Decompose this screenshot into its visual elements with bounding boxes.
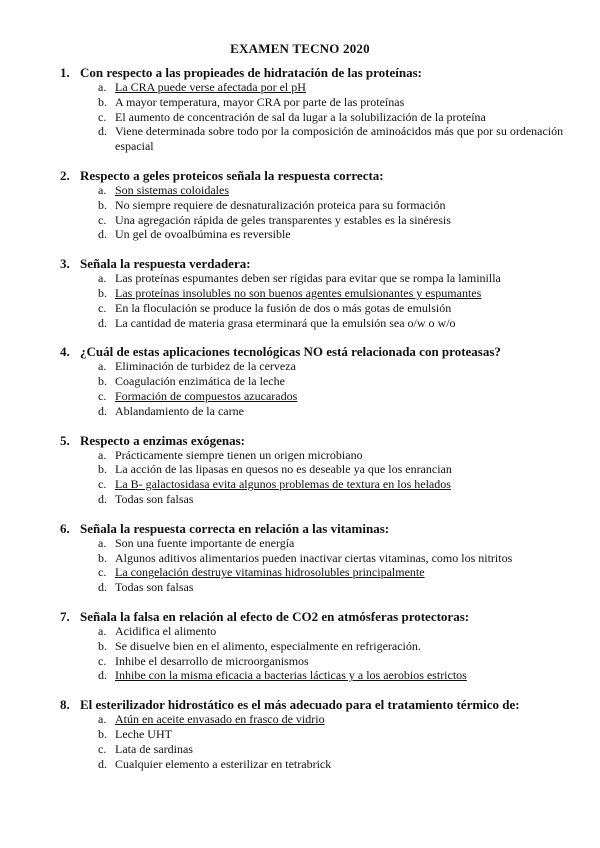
option-text: Se disuelve bien en el alimento, especialmente en refrigeración. — [115, 638, 421, 653]
question-heading — [0, 521, 600, 536]
question-heading — [0, 256, 600, 271]
question-text: Señala la falsa en relación al efecto de CO2 en atmósferas protectoras: — [80, 608, 470, 624]
option-text: Algunos aditivos alimentarios pueden inactivar ciertas vitaminas, como los nitritos — [115, 550, 513, 565]
option-letter: a. — [98, 271, 107, 286]
question-number: 7. — [60, 608, 70, 624]
option-text: El aumento de concentración de sal da lugar a la solubilización de la proteína — [115, 109, 486, 124]
option-letter: b. — [98, 462, 107, 477]
question-6 — [0, 521, 600, 595]
question-1 — [0, 65, 600, 154]
option-text: Las proteínas espumantes deben ser rígidas para evitar que se rompa la laminilla — [115, 271, 501, 286]
option-text-marked-answer: La CRA puede verse afectada por el pH — [115, 80, 306, 94]
question-heading — [0, 65, 600, 80]
option-item — [0, 580, 600, 595]
question-number: 8. — [60, 697, 70, 713]
question-text: El esterilizador hidrostático es el más adecuado para el tratamiento térmico de: — [80, 697, 520, 713]
option-letter: d. — [98, 668, 107, 683]
option-list — [0, 359, 600, 418]
option-item — [0, 668, 600, 683]
question-number: 4. — [60, 344, 70, 360]
option-item — [0, 110, 600, 125]
option-letter: a. — [98, 359, 107, 374]
option-letter: c. — [98, 565, 107, 580]
option-text: No siempre requiere de desnaturalización proteica para su formación — [115, 197, 446, 212]
option-item — [0, 198, 600, 213]
option-text: Son una fuente importante de energía — [115, 535, 295, 550]
page-title: EXAMEN TECNO 2020 — [230, 41, 370, 56]
question-3 — [0, 256, 600, 330]
option-letter: b. — [98, 94, 107, 109]
option-item — [0, 654, 600, 669]
option-item — [0, 316, 600, 331]
option-text: Una agregación rápida de geles transparentes y estables es la sinéresis — [115, 212, 451, 227]
option-item — [0, 448, 600, 463]
option-text: Cualquier elemento a esterilizar en tetrabrick — [115, 756, 332, 771]
option-item — [0, 477, 600, 492]
option-text: La acción de las lipasas en quesos no es deseable ya que los enrancian — [115, 462, 452, 477]
option-text: Leche UHT — [115, 726, 172, 741]
option-text: Viene determinada sobre todo por la composición de aminoácidos más que por su ordenación espacial — [115, 124, 564, 154]
option-text-marked-answer: La B- galactosidasa evita algunos problemas de textura en los helados — [115, 477, 451, 492]
option-item — [0, 404, 600, 419]
option-item — [0, 565, 600, 580]
question-5 — [0, 433, 600, 507]
question-4 — [0, 344, 600, 418]
option-item — [0, 492, 600, 507]
option-letter: b. — [98, 374, 107, 389]
question-8 — [0, 697, 600, 771]
question-heading — [0, 433, 600, 448]
option-letter: b. — [98, 550, 107, 565]
option-letter: d. — [98, 580, 107, 595]
option-item — [0, 727, 600, 742]
option-text: Ablandamiento de la carne — [115, 403, 244, 418]
option-item — [0, 301, 600, 316]
option-letter: a. — [98, 623, 107, 638]
option-item — [0, 374, 600, 389]
option-item — [0, 624, 600, 639]
option-text-marked-answer: Las proteínas insolubles no son buenos agentes emulsionantes y espumantes — [115, 285, 482, 300]
option-letter: c. — [98, 212, 107, 227]
question-text: Señala la respuesta correcta en relación a las vitaminas: — [80, 520, 390, 536]
option-text: Prácticamente siempre tienen un origen microbiano — [115, 447, 363, 462]
option-letter: d. — [98, 756, 107, 771]
question-text: Con respecto a las propieades de hidratación de las proteínas: — [80, 65, 422, 80]
option-item — [0, 389, 600, 404]
option-letter: c. — [98, 300, 107, 315]
option-text: Un gel de ovoalbúmina es reversible — [115, 227, 291, 242]
option-letter: c. — [98, 477, 107, 492]
option-text: Inhibe el desarrollo de microorganismos — [115, 653, 309, 668]
option-letter: b. — [98, 197, 107, 212]
option-item — [0, 462, 600, 477]
option-text: Todas son falsas — [115, 491, 194, 506]
option-letter: b. — [98, 638, 107, 653]
question-heading — [0, 344, 600, 359]
question-2 — [0, 168, 600, 242]
option-letter: c. — [98, 388, 107, 403]
question-7 — [0, 609, 600, 683]
option-text-marked-answer: Inhibe con la misma eficacia a bacterias lácticas y a los aerobios estrictos — [115, 668, 467, 683]
option-text: Todas son falsas — [115, 580, 194, 595]
option-letter: d. — [98, 124, 107, 139]
option-letter: c. — [98, 653, 107, 668]
option-list — [0, 183, 600, 242]
option-letter: b. — [98, 726, 107, 741]
question-text: Señala la respuesta verdadera: — [80, 256, 251, 272]
option-letter: d. — [98, 315, 107, 330]
option-text-marked-answer: Formación de compuestos azucarados — [115, 388, 298, 403]
option-letter: a. — [98, 182, 107, 197]
question-text: Respecto a geles proteicos señala la respuesta correcta: — [80, 167, 384, 183]
option-letter: c. — [98, 741, 107, 756]
option-list — [0, 624, 600, 683]
option-letter: b. — [98, 285, 107, 300]
option-text-marked-answer: Atún en aceite envasado en frasco de vidrio — [115, 712, 325, 727]
option-text: Acidifica el alimento — [115, 623, 217, 638]
question-number: 5. — [60, 432, 70, 448]
option-letter: d. — [98, 491, 107, 506]
option-item — [0, 286, 600, 301]
option-letter: c. — [98, 109, 107, 124]
option-item — [0, 536, 600, 551]
question-heading — [0, 609, 600, 624]
option-item — [0, 742, 600, 757]
option-text-marked-answer: Son sistemas coloidales — [115, 182, 229, 197]
option-letter: a. — [98, 712, 107, 727]
question-text: Respecto a enzimas exógenas: — [80, 432, 245, 448]
option-item — [0, 757, 600, 772]
option-item — [0, 124, 600, 154]
option-list — [0, 536, 600, 595]
option-item — [0, 271, 600, 286]
question-text: ¿Cuál de estas aplicaciones tecnológicas NO está relacionada con proteasas? — [80, 344, 501, 360]
option-item — [0, 712, 600, 727]
option-list — [0, 271, 600, 330]
option-text: En la floculación se produce la fusión de dos o más gotas de emulsión — [115, 300, 452, 315]
question-number: 1. — [60, 65, 70, 80]
option-list — [0, 712, 600, 771]
option-text: La cantidad de materia grasa eterminará que la emulsión sea o/w o w/o — [115, 315, 456, 330]
option-item — [0, 183, 600, 198]
option-text: Coagulación enzimática de la leche — [115, 374, 285, 389]
option-letter: a. — [98, 447, 107, 462]
option-item — [0, 80, 600, 95]
option-item — [0, 213, 600, 228]
option-letter: a. — [98, 535, 107, 550]
option-list — [0, 80, 600, 154]
question-number: 2. — [60, 167, 70, 183]
option-item — [0, 639, 600, 654]
question-number: 3. — [60, 256, 70, 272]
option-item — [0, 359, 600, 374]
option-list — [0, 448, 600, 507]
option-item — [0, 551, 600, 566]
option-item — [0, 227, 600, 242]
question-heading — [0, 697, 600, 712]
option-text: Lata de sardinas — [115, 741, 193, 756]
option-item — [0, 95, 600, 110]
option-text-marked-answer: La congelación destruye vitaminas hidrosolubles principalmente — [115, 565, 425, 580]
question-heading — [0, 168, 600, 183]
question-list — [0, 65, 600, 785]
option-letter: a. — [98, 80, 107, 94]
option-text: Eliminación de turbidez de la cerveza — [115, 359, 296, 374]
question-number: 6. — [60, 520, 70, 536]
option-letter: d. — [98, 403, 107, 418]
option-text: A mayor temperatura, mayor CRA por parte de las proteínas — [115, 94, 405, 109]
option-letter: d. — [98, 227, 107, 242]
